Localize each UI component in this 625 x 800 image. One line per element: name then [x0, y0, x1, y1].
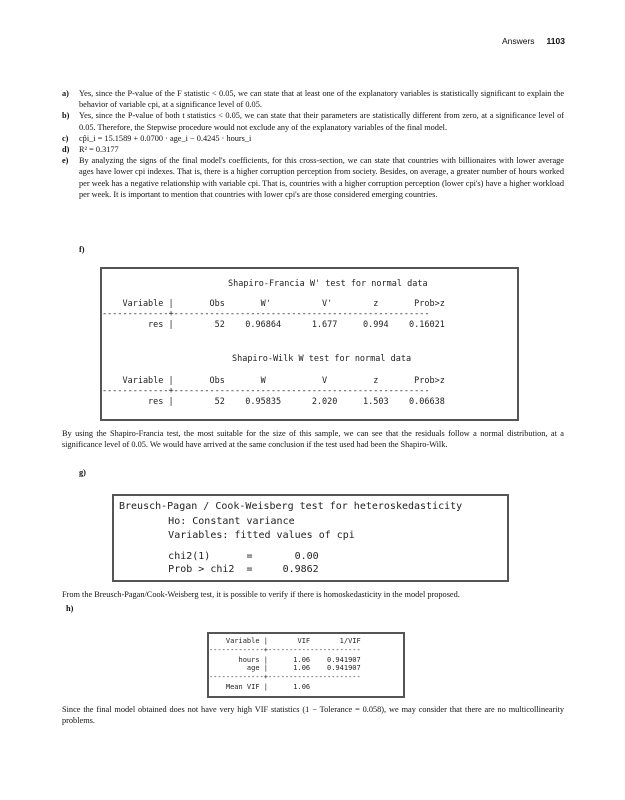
answers-list [62, 88, 564, 200]
francia-row: res | 52 0.96864 1.677 0.994 0.16021 [102, 320, 445, 330]
vif-row-hours: hours | 1.06 0.941907 [209, 656, 361, 664]
answer-d: d) R² = 0.3177 [62, 145, 119, 155]
section-h-label: h) [66, 604, 74, 613]
section-g-conclusion: From the Breusch-Pagan/Cook-Weisberg test, it is possible to verify if there is homoskedasticity in the model proposed. [62, 590, 460, 599]
vif-separator: -------------+---------------------- [209, 646, 361, 654]
answer-a: a) Yes, since the P-value of the F statistic < 0.05, we can state that at least one of the explanatory variables is statistically significant to explain the behavior of variable cpi, at a significance level of 0.05. [62, 89, 564, 110]
page-number: 1103 [546, 36, 565, 46]
heteroskedasticity-test-output [112, 494, 509, 582]
bp-title: Breusch-Pagan / Cook-Weisberg test for heteroskedasticity [119, 501, 463, 512]
francia-title: Shapiro-Francia W' test for normal data [228, 279, 428, 289]
bp-variables: Variables: fitted values of cpi [114, 530, 355, 541]
answer-e: e) By analyzing the signs of the final model's coefficients, for this cross-section, we can state that countries with billionaires with lower average ages have lower cpi indexes. That is, there is a higher corruption perception from society. Besides, on average, a greater number of hours worked per week has a negative relationship with variable cpi. That is, countries with a higher corruption perception (lower cpi's) have a higher workload per week. It is important to mention that countries with lower cpi's are those considered emerging countries. [62, 156, 564, 199]
normality-test-output [100, 267, 519, 421]
vif-mean: Mean VIF | 1.06 [209, 683, 311, 691]
section-g-label: g) [79, 468, 86, 477]
vif-row-age: age | 1.06 0.941907 [209, 664, 361, 672]
header-section: Answers [501, 36, 535, 46]
wilk-separator: -------------+-------------------------------------------------- [102, 386, 430, 396]
section-f-label: f) [79, 245, 85, 254]
section-f-conclusion: By using the Shapiro-Francia test, the most suitable for the size of this sample, we can see that the residuals follow a normal distribution, at a significance level of 0.05. We would have arrived at the same conclusion if the test used had been the Shapiro-Wilk. [62, 429, 564, 450]
wilk-title: Shapiro-Wilk W test for normal data [232, 354, 412, 364]
bp-hypothesis: Ho: Constant variance [114, 516, 295, 527]
wilk-row: res | 52 0.95835 2.020 1.503 0.06638 [102, 397, 445, 407]
francia-header: Variable | Obs W' V' z Prob>z [102, 299, 445, 309]
section-h-conclusion: Since the final model obtained does not have very high VIF statistics (1 − Tolerance = 0.058), we may consider that there are no multicollinearity problems. [62, 705, 564, 726]
running-header [502, 36, 565, 46]
answer-c: c) cp̂i_i = 15.1589 + 0.0700 · age_i − 0.4245 · hours_i [62, 133, 252, 143]
bp-chi2: chi2(1) = 0.00 [114, 551, 319, 562]
bp-prob: Prob > chi2 = 0.9862 [114, 564, 319, 575]
wilk-header: Variable | Obs W V z Prob>z [102, 376, 445, 386]
vif-separator-2: -------------+---------------------- [209, 673, 361, 681]
francia-separator: -------------+-------------------------------------------------- [102, 309, 430, 319]
vif-table-output [207, 632, 405, 698]
answer-b: b) Yes, since the P-value of both t statistics < 0.05, we can state that their parameters are statistically different from zero, at a significance level of 0.05. Therefore, the Stepwise procedure would not exclude any of the explanatory variables of the final model. [62, 111, 564, 132]
vif-header: Variable | VIF 1/VIF [209, 637, 361, 645]
